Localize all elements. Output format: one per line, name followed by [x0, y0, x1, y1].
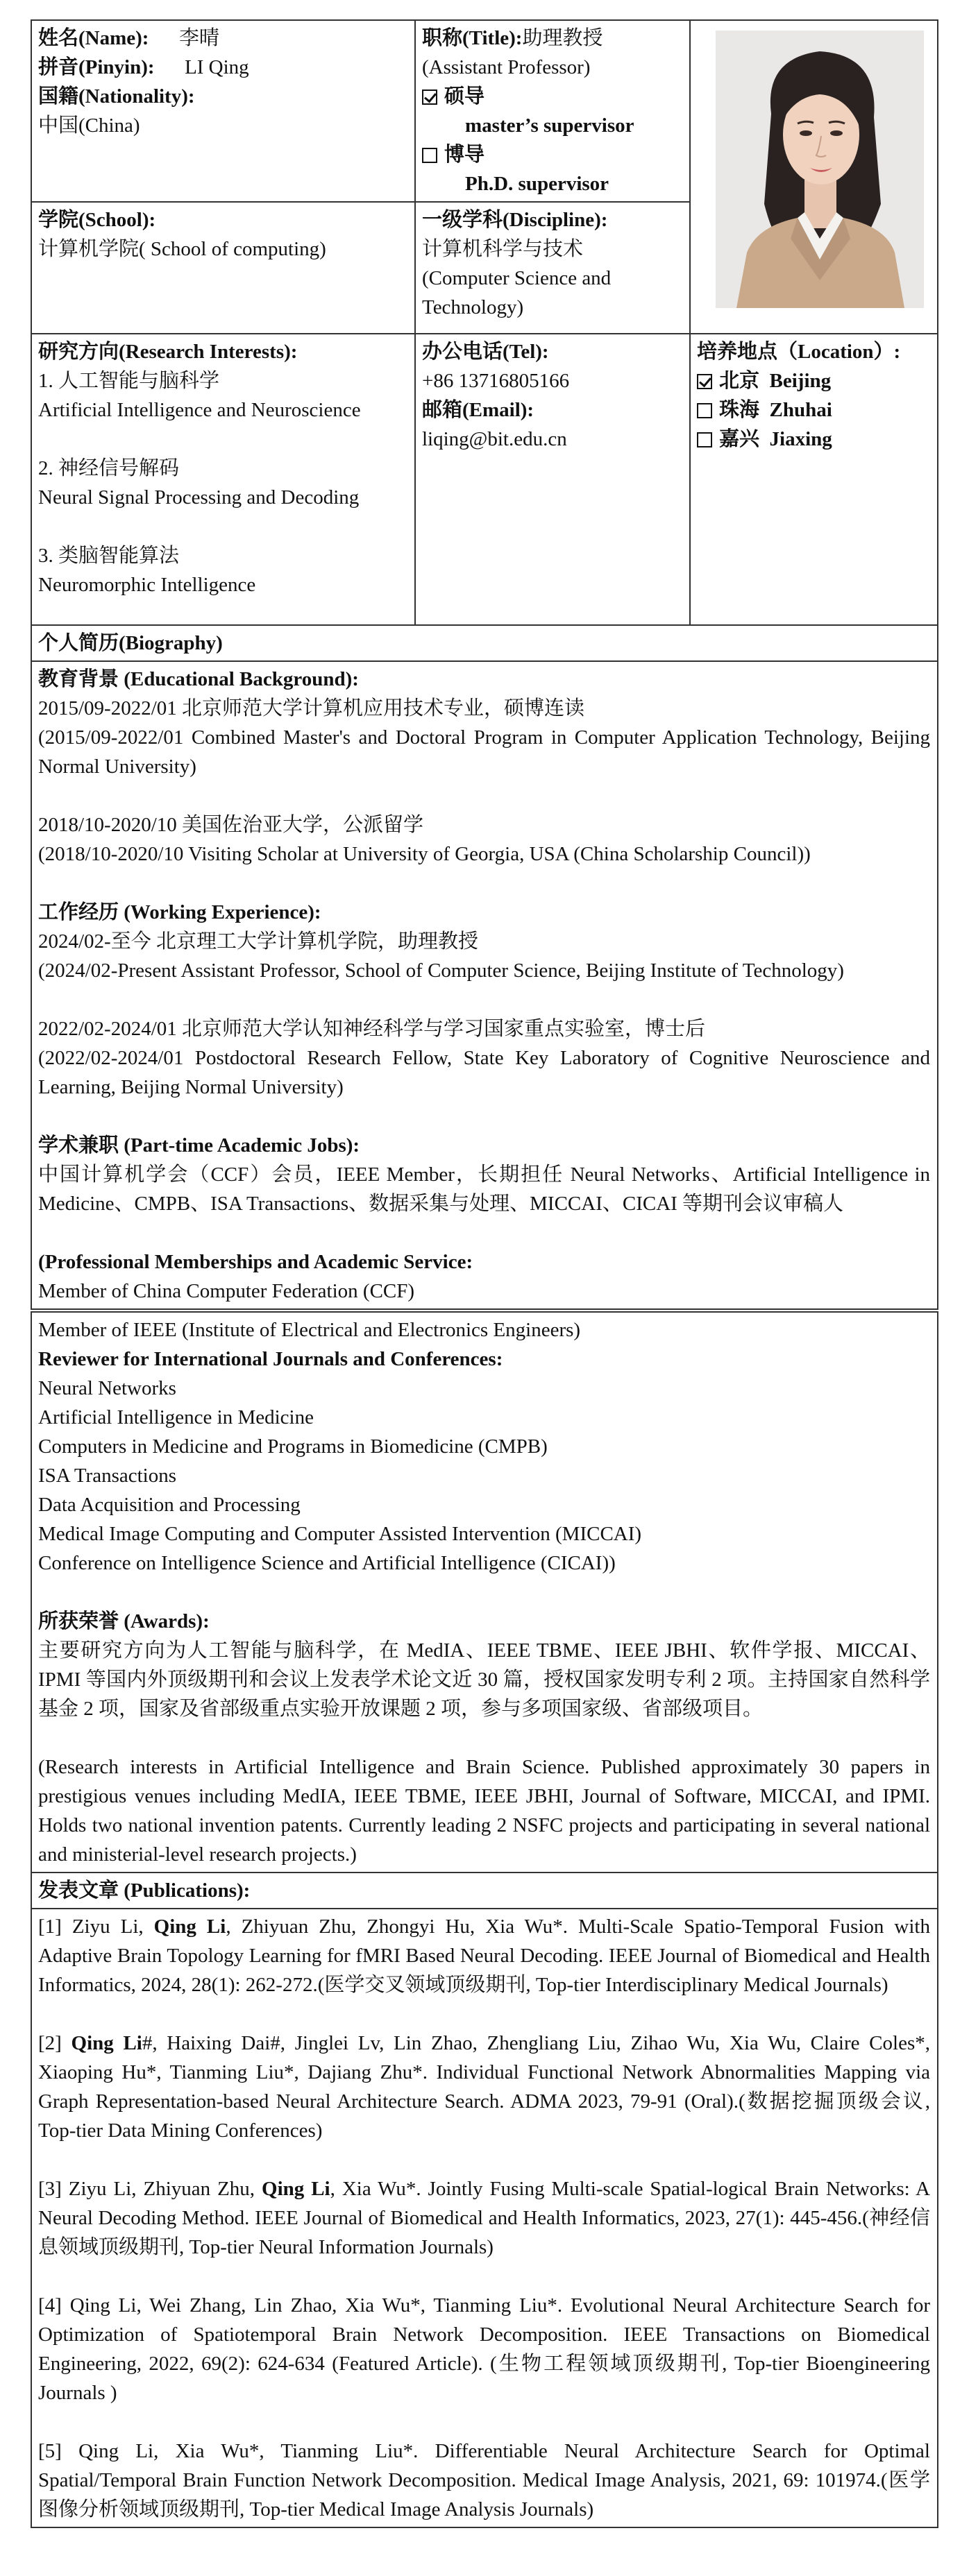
- title-label: 职称(Title):: [422, 27, 523, 49]
- name-cell: [31, 20, 415, 202]
- location-beijing-checkbox: [697, 374, 712, 389]
- work-1-en: (2024/02-Present Assistant Professor, School of Computer Science, Beijing Institute of Technology): [38, 959, 844, 982]
- research-item-2-en: Neural Signal Processing and Decoding: [38, 486, 360, 509]
- name-label: 姓名(Name):: [38, 27, 149, 49]
- work-label: 工作经历 (Working Experience):: [38, 901, 321, 923]
- nationality-label: 国籍(Nationality):: [38, 85, 195, 108]
- reviewer-label: Reviewer for International Journals and Conferences:: [38, 1348, 503, 1370]
- title-value-en: (Assistant Professor): [422, 56, 591, 78]
- pinyin-label: 拼音(Pinyin):: [38, 56, 155, 78]
- research-item-1-cn: 1. 人工智能与脑科学: [38, 370, 220, 392]
- discipline-value-en-1: (Computer Science and: [422, 267, 612, 289]
- education-2-en: (2018/10-2020/10 Visiting Scholar at University of Georgia, USA (China Scholarship Council)): [38, 843, 811, 865]
- pinyin-value: LI Qing: [185, 56, 249, 78]
- location-beijing-en: Beijing: [769, 370, 832, 392]
- service-cell: [31, 1312, 938, 1873]
- education-1-cn: 2015/09-2022/01 北京师范大学计算机应用技术专业，硕博连读: [38, 697, 585, 719]
- title-value-cn: 助理教授: [522, 27, 603, 49]
- discipline-value-cn: 计算机科学与技术: [422, 238, 584, 260]
- research-item-2-cn: 2. 神经信号解码: [38, 457, 180, 479]
- location-label: 培养地点（Location）:: [697, 341, 901, 363]
- contact-cell: [415, 334, 690, 625]
- pub-3-post: , Xia Wu*. Jointly Fusing Multi-scale Spatial-logical Brain Networks: A Neural Decoding Method. IEEE Journal of Biomedical and Health Informatics, 2023, 27(1): 445-456.(神经信息领域顶级期刊, Top-tier Neural Information Journals): [38, 2178, 930, 2258]
- research-item-3-en: Neuromorphic Intelligence: [38, 574, 256, 596]
- master-supervisor-en: master’s supervisor: [465, 114, 634, 137]
- location-jiaxing-cn: 嘉兴: [719, 428, 760, 450]
- biography-cell: [31, 661, 938, 1309]
- pub-5-text: [5] Qing Li, Xia Wu*, Tianming Liu*. Differentiable Neural Architecture Search for Optimal Spatial/Temporal Brain Function Network Decomposition. Medical Image Analysis, 2021, 69: 101974.(医学图像分析领域顶级期刊, Top-tier Medical Image Analysis Journals): [38, 2440, 930, 2520]
- phd-supervisor-cn: 博导: [444, 144, 485, 166]
- reviewer-item-2: Artificial Intelligence in Medicine: [38, 1406, 314, 1428]
- master-supervisor-checkbox: [422, 89, 437, 105]
- portrait-image: [716, 31, 924, 308]
- reviewer-item-3: Computers in Medicine and Programs in Biomedicine (CMPB): [38, 1435, 548, 1458]
- biography-header-cell: [31, 625, 938, 661]
- pub-1-post: , Zhiyuan Zhu, Zhongyi Hu, Xia Wu*. Multi-Scale Spatio-Temporal Fusion with Adaptive Brain Topology Learning for fMRI Based Neural Decoding. IEEE Journal of Biomedical and Health Informatics, 2024, 28(1): 262-272.(医学交叉领域顶级期刊, Top-tier Interdisciplinary Medical Journals): [38, 1916, 930, 1996]
- parttime-label: 学术兼职 (Part-time Academic Jobs):: [38, 1134, 360, 1157]
- location-cell: [690, 334, 938, 625]
- work-2-cn: 2022/02-2024/01 北京师范大学认知神经科学与学习国家重点实验室，博士后: [38, 1018, 706, 1040]
- publications-cell: [31, 1909, 938, 2527]
- publication-item-3: [38, 2174, 930, 2262]
- research-cell: [31, 334, 415, 625]
- pub-2-author: Qing Li: [71, 2032, 142, 2054]
- research-item-3-cn: 3. 类脑智能算法: [38, 545, 180, 567]
- pub-1-pre: [1] Ziyu Li,: [38, 1916, 154, 1938]
- pub-3-author: Qing Li: [262, 2178, 330, 2200]
- location-zhuhai-checkbox: [697, 403, 712, 418]
- memberships-label: (Professional Memberships and Academic Service:: [38, 1251, 473, 1273]
- school-label: 学院(School):: [38, 209, 156, 231]
- discipline-label: 一级学科(Discipline):: [422, 209, 608, 231]
- publication-item-2: [38, 2029, 930, 2145]
- school-value: 计算机学院( School of computing): [38, 238, 326, 260]
- pub-3-pre: [3] Ziyu Li, Zhiyuan Zhu,: [38, 2178, 262, 2200]
- pub-2-pre: [2]: [38, 2032, 71, 2054]
- tel-label: 办公电话(Tel):: [422, 341, 549, 363]
- research-label: 研究方向(Research Interests):: [38, 341, 298, 363]
- profile-photo: [716, 31, 924, 308]
- pub-4-text: [4] Qing Li, Wei Zhang, Lin Zhao, Xia Wu*, Tianming Liu*. Evolutional Neural Architecture Search for Optimization of Spatiotemporal Brain Network Decomposition. IEEE Transactions on Biomedical Engineering, 2022, 69(2): 624-634 (Featured Article). (生物工程领域顶级期刊, Top-tier Bioengineering Journals ): [38, 2294, 930, 2404]
- master-supervisor-cn: 硕导: [444, 85, 485, 108]
- education-1-en: (2015/09-2022/01 Combined Master's and Doctoral Program in Computer Application Technology, Beijing Normal University): [38, 726, 930, 778]
- name-value: 李晴: [178, 27, 219, 49]
- work-2-en: (2022/02-2024/01 Postdoctoral Research Fellow, State Key Laboratory of Cognitive Neuroscience and Learning, Beijing Normal University): [38, 1047, 930, 1098]
- service-table: [31, 1311, 938, 2528]
- biography-label: 个人简历(Biography): [38, 632, 223, 654]
- nationality-value: 中国(China): [38, 114, 140, 137]
- school-cell: [31, 202, 415, 334]
- work-1-cn: 2024/02-至今 北京理工大学计算机学院，助理教授: [38, 930, 478, 953]
- title-cell: [415, 20, 690, 202]
- email-label: 邮箱(Email):: [422, 399, 534, 421]
- reviewer-item-6: Medical Image Computing and Computer Assisted Intervention (MICCAI): [38, 1523, 642, 1545]
- education-2-cn: 2018/10-2020/10 美国佐治亚大学，公派留学: [38, 814, 424, 836]
- reviewer-item-5: Data Acquisition and Processing: [38, 1494, 301, 1516]
- awards-en: (Research interests in Artificial Intelligence and Brain Science. Published approximately 30 papers in prestigious venues including MedIA, IEEE TBME, IEEE JBHI, Journal of Software, MICCAI, and IPMI. Holds two national invention patents. Currently leading 2 NSFC projects and participating in several national and ministerial-level research projects.): [38, 1756, 930, 1866]
- location-zhuhai-cn: 珠海: [719, 399, 760, 421]
- reviewer-item-1: Neural Networks: [38, 1377, 176, 1399]
- discipline-value-en-2: Technology): [422, 296, 524, 318]
- location-jiaxing-checkbox: [697, 432, 712, 447]
- publication-item-5: [38, 2437, 930, 2524]
- phd-supervisor-checkbox: [422, 148, 437, 163]
- education-label: 教育背景 (Educational Background):: [38, 668, 359, 690]
- memberships-first: Member of China Computer Federation (CCF): [38, 1280, 415, 1302]
- pub-2-post: #, Haixing Dai#, Jinglei Lv, Lin Zhao, Zhengliang Liu, Zihao Wu, Xia Wu, Claire Coles*, Xiaoping Hu*, Tianming Liu*, Dajiang Zhu*. Individual Functional Network Abnormalities Mapping via Graph Representation-based Neural Architecture Search. ADMA 2023, 79-91 (Oral).(数据挖掘顶级会议, Top-tier Data Mining Conferences): [38, 2032, 930, 2142]
- reviewer-item-4: ISA Transactions: [38, 1465, 177, 1487]
- parttime-cn: 中国计算机学会（CCF）会员，IEEE Member，长期担任 Neural Networks、Artificial Intelligence in Medicine、CMPB、ISA Transactions、数据采集与处理、MICCAI、CICAI 等期刊会议审稿人: [38, 1163, 930, 1215]
- pub-1-author: Qing Li: [153, 1916, 226, 1938]
- location-zhuhai-en: Zhuhai: [769, 399, 832, 421]
- location-jiaxing-en: Jiaxing: [769, 428, 832, 450]
- discipline-cell: [415, 202, 690, 334]
- publications-label: 发表文章 (Publications):: [38, 1879, 251, 1902]
- reviewer-item-7: Conference on Intelligence Science and Artificial Intelligence (CICAI)): [38, 1552, 616, 1574]
- awards-label: 所获荣誉 (Awards):: [38, 1610, 210, 1632]
- email-value: liqing@bit.edu.cn: [422, 428, 567, 450]
- research-item-1-en: Artificial Intelligence and Neuroscience: [38, 399, 361, 421]
- publication-item-1: [38, 1912, 930, 1999]
- tel-value: +86 13716805166: [422, 370, 570, 392]
- publication-item-4: [38, 2291, 930, 2407]
- phd-supervisor-en: Ph.D. supervisor: [465, 173, 609, 195]
- location-beijing-cn: 北京: [719, 370, 760, 392]
- publications-header-cell: [31, 1873, 938, 1909]
- awards-cn: 主要研究方向为人工智能与脑科学，在 MedIA、IEEE TBME、IEEE JBHI、软件学报、MICCAI、IPMI 等国内外顶级期刊和会议上发表学术论文近 30 篇，授权国家发明专利 2 项。主持国家自然科学基金 2 项，国家及省部级重点实验开放课题 2 项，参与多项国家级、省部级项目。: [38, 1639, 930, 1720]
- member-ieee: Member of IEEE (Institute of Electrical and Electronics Engineers): [38, 1319, 581, 1341]
